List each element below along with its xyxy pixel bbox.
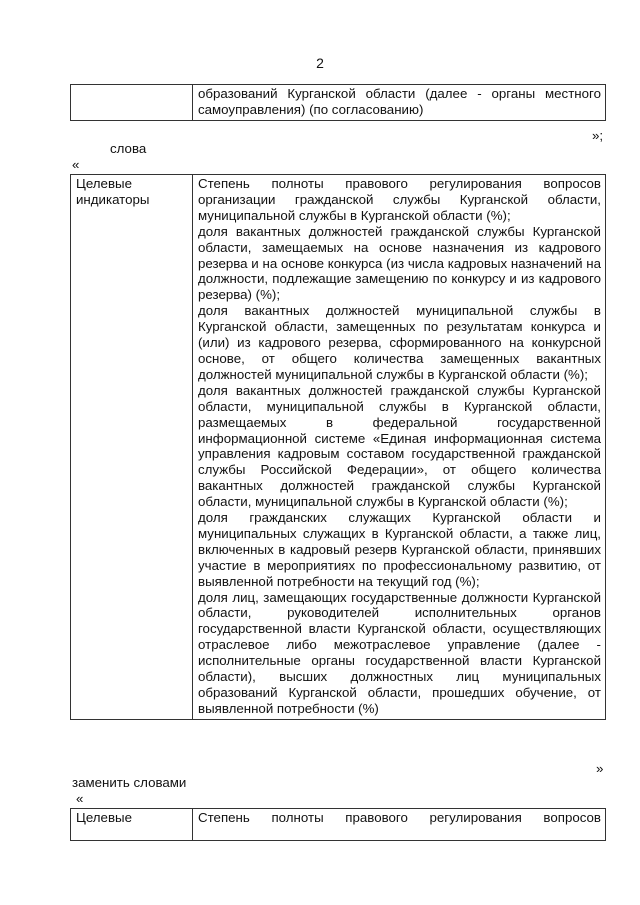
bottom-table-right-cell: Степень полноты правового регулирования вопросов: [193, 809, 606, 841]
indicator-paragraph: доля вакантных должностей гражданской службы Курганской области, замещаемых на основе назначения из кадрового резерва и на основе конкурса (из числа кадровых назначений на должности, подлежащие замещению по конкурсу и из кадрового резерва) (%);: [198, 223, 601, 303]
top-table-left-cell: [71, 85, 193, 121]
indicators-label-cell: Целевые индикаторы: [71, 175, 193, 720]
indicators-content-cell: [193, 175, 606, 720]
indicator-paragraph: доля вакантных должностей муниципальной службы в Курганской области, замещенных по результатам конкурса и (или) из кадрового резерва, сформированного на конкурсной основе, от общего количества замещенных вакантных должностей муниципальной службы в Курганской области (%);: [198, 303, 601, 382]
indicators-table: [70, 174, 606, 720]
label-replace-with: заменить словами: [72, 775, 187, 790]
label-slova: слова: [110, 141, 147, 156]
bottom-table: [70, 808, 606, 841]
top-table-right-cell: образований Курганской области (далее - органы местного самоуправления) (по согласованию): [193, 85, 606, 121]
top-table: [70, 84, 606, 121]
indicator-paragraph: доля лиц, замещающих государственные должности Курганской области, руководителей исполнительных органов государственной власти Курганской области, осуществляющих отраслевое либо межотраслевое управление (далее - исполнительные органы государственной власти Курганской области), высших должностных лиц муниципальных образований Курганской области, прошедших обучение, от выявленной потребности (%): [198, 589, 601, 716]
page-number: 2: [316, 55, 324, 71]
opening-quote: «: [76, 791, 84, 806]
indicator-paragraph: доля вакантных должностей гражданской службы Курганской области, муниципальной службы в Курганской области, размещаемых в федеральной государственной информационной системе «Единая информационная система управления кадровым составом государственной гражданской службы Российской Федерации», от общего количества вакантных должностей гражданской службы Курганской области, муниципальной службы в Курганской области (%);: [198, 382, 601, 510]
closing-quote: »: [596, 761, 604, 776]
bottom-table-left-cell: Целевые: [71, 809, 193, 841]
closing-quote: »;: [592, 128, 604, 143]
indicator-paragraph: доля гражданских служащих Курганской области и муниципальных служащих в Курганской области, а также лиц, включенных в кадровый резерв Курганской области, принявших участие в мероприятиях по профессиональному развитию, от выявленной потребности на текущий год (%);: [198, 510, 601, 589]
indicator-paragraph: Степень полноты правового регулирования вопросов организации гражданской службы Курганской области, муниципальной службы в Курганской области (%);: [198, 176, 601, 223]
opening-quote: «: [72, 157, 80, 172]
